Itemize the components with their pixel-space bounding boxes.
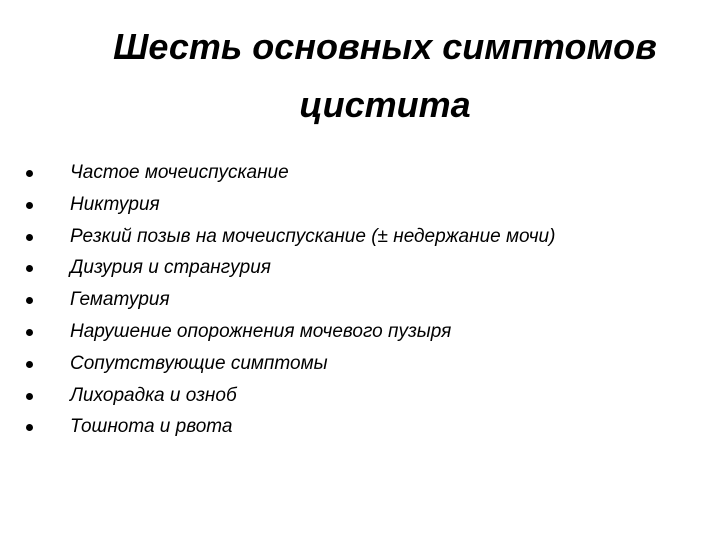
bullet-dot-icon: [26, 170, 33, 177]
bullet-dot-icon: [26, 202, 33, 209]
slide-title: [60, 18, 710, 134]
bullet-dot-icon: [26, 265, 33, 272]
title-line-2: цистита: [299, 84, 471, 125]
bullet-text: Резкий позыв на мочеиспускание (± недержание мочи): [70, 225, 556, 247]
bullet-dot-icon: [26, 234, 33, 241]
bullet-text: Частое мочеиспускание: [70, 162, 289, 183]
title-line-1: Шесть основных симптомов: [113, 26, 657, 67]
bullet-dot-icon: [26, 393, 33, 400]
bullet-dot-icon: [26, 297, 33, 304]
bullet-text: Тошнота и рвота: [70, 416, 233, 438]
bullet-dot-icon: [26, 329, 33, 336]
bullet-text: Нарушение опорожнения мочевого пузыря: [70, 320, 452, 342]
bullet-text: Сопутствующие симптомы: [70, 352, 328, 374]
bullet-text: Лихорадка и озноб: [70, 384, 237, 406]
bullet-text: Никтурия: [70, 193, 160, 215]
bullet-dot-icon: [26, 361, 33, 368]
bullet-dot-icon: [26, 424, 33, 431]
bullet-text: Дизурия и странгурия: [70, 257, 271, 279]
bullet-text: Гематурия: [70, 289, 170, 311]
